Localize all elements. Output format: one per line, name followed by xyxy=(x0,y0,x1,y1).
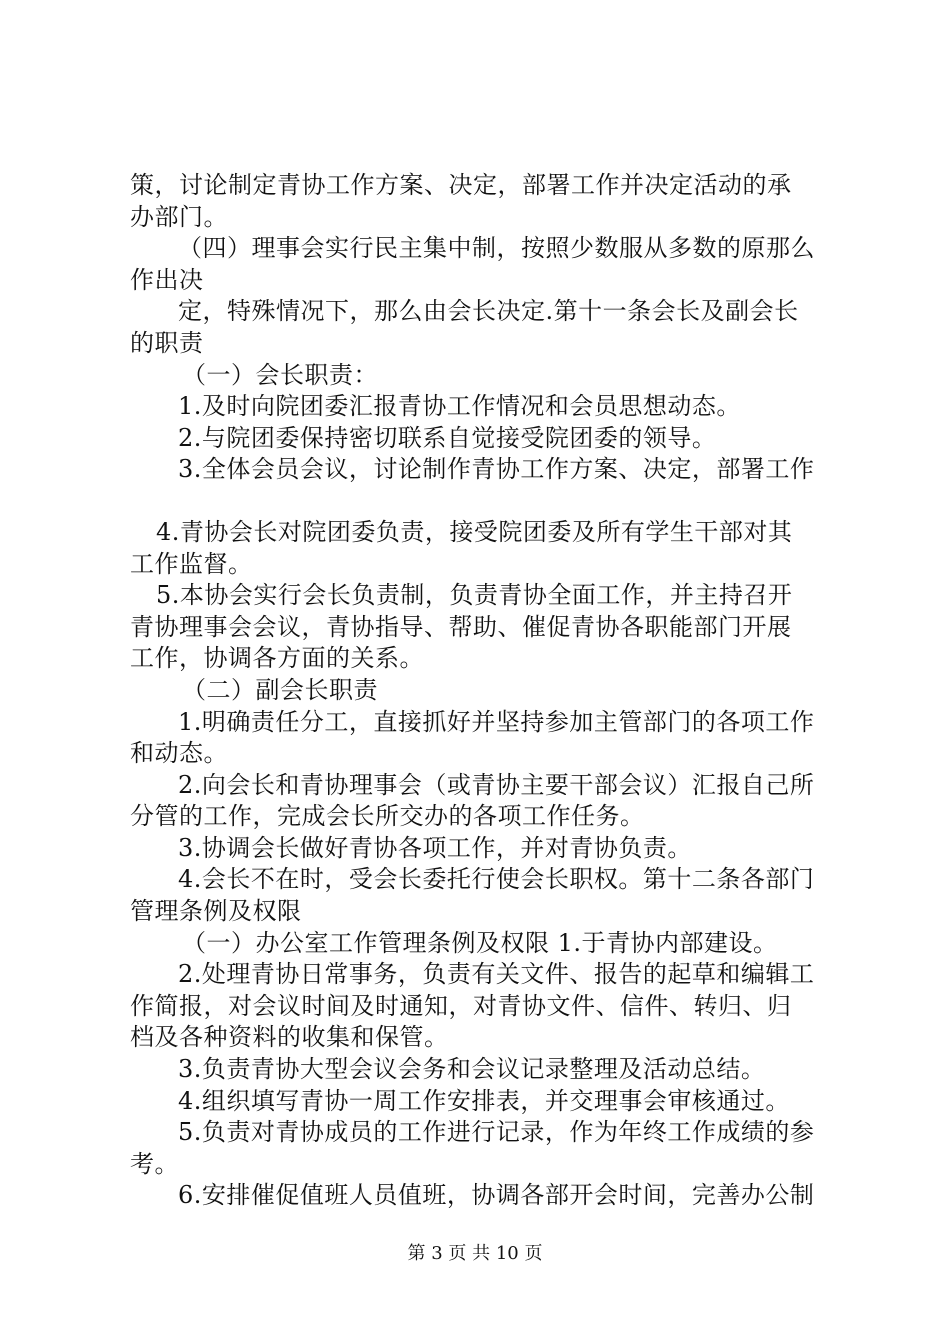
text-line: 档及各种资料的收集和保管。 xyxy=(130,1023,449,1052)
text-line: 青协理事会会议，青协指导、帮助、催促青协各职能部门开展 xyxy=(130,612,792,641)
text-line: 工作监督。 xyxy=(130,549,253,578)
text-line: 3.全体会员会议，讨论制作青协工作方案、决定，部署工作 xyxy=(178,455,815,484)
text-line: 管理条例及权限 xyxy=(130,897,302,926)
text-line: 工作，协调各方面的关系。 xyxy=(130,644,424,673)
text-line: 考。 xyxy=(130,1149,179,1178)
blank-line xyxy=(130,486,830,517)
text-line: 的职责 xyxy=(130,328,204,357)
text-line: 4.会长不在时，受会长委托行使会长职权。第十二条各部门 xyxy=(178,865,815,894)
text-line: 作简报，对会议时间及时通知，对青协文件、信件、转归、归 xyxy=(130,991,792,1020)
text-line: 2.与院团委保持密切联系自觉接受院团委的领导。 xyxy=(178,423,717,452)
text-line: 作出决 xyxy=(130,265,204,294)
text-line: 4.青协会长对院团委负责，接受院团委及所有学生干部对其 xyxy=(156,517,793,546)
text-line: （二）副会长职责 xyxy=(182,675,378,704)
text-line: 分管的工作，完成会长所交办的各项工作任务。 xyxy=(130,802,645,831)
text-line: 6.安排催促值班人员值班，协调各部开会时间，完善办公制 xyxy=(178,1181,815,1210)
text-line: 定，特殊情况下，那么由会长决定.第十一条会长及副会长 xyxy=(178,297,799,326)
text-line: （一）会长职责： xyxy=(182,360,378,389)
text-line: 4.组织填写青协一周工作安排表，并交理事会审核通过。 xyxy=(178,1086,790,1115)
page-footer: 第 3 页 共 10 页 xyxy=(407,1243,543,1264)
text-line: 2.处理青协日常事务，负责有关文件、报告的起草和编辑工 xyxy=(178,960,815,989)
text-line: （一）办公室工作管理条例及权限 1.于青协内部建设。 xyxy=(182,928,778,957)
text-line: 1.明确责任分工，直接抓好并坚持参加主管部门的各项工作 xyxy=(178,707,815,736)
text-line: 5.本协会实行会长负责制，负责青协全面工作，并主持召开 xyxy=(156,581,793,610)
text-line: 和动态。 xyxy=(130,739,228,768)
body-text xyxy=(130,170,830,1212)
text-line: 1.及时向院团委汇报青协工作情况和会员思想动态。 xyxy=(178,392,741,421)
text-line: 3.负责青协大型会议会务和会议记录整理及活动总结。 xyxy=(178,1055,766,1084)
text-line: （四）理事会实行民主集中制，按照少数服从多数的原那么 xyxy=(178,234,815,263)
text-line: 2.向会长和青协理事会（或青协主要干部会议）汇报自己所 xyxy=(178,770,815,799)
text-line: 3.协调会长做好青协各项工作，并对青协负责。 xyxy=(178,833,692,862)
text-line: 办部门。 xyxy=(130,202,228,231)
text-line: 策，讨论制定青协工作方案、决定，部署工作并决定活动的承 xyxy=(130,171,792,199)
text-line: 5.负责对青协成员的工作进行记录，作为年终工作成绩的参 xyxy=(178,1118,815,1147)
